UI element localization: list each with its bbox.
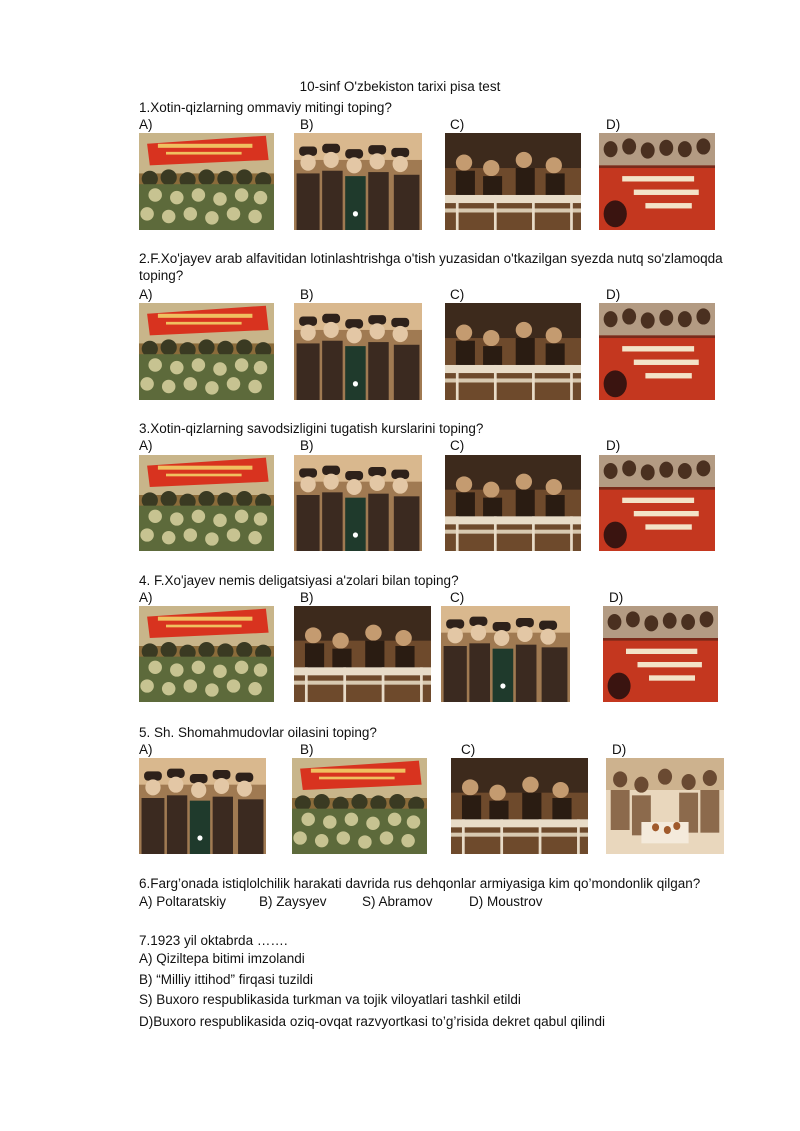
- question-text: 3.Xotin-qizlarning savodsizligini tugatish kurslarini toping?: [139, 421, 484, 436]
- option-label: B): [300, 287, 314, 302]
- congress-banner-photo[interactable]: [599, 303, 715, 400]
- question-text: 2.F.Xo'jayev arab alfavitidan lotinlashtrishga o'tish yuzasidan o'tkazilgan syezda nutq so'zlamoqda toping?: [139, 251, 723, 283]
- men-in-caps-crowd-photo[interactable]: [294, 303, 422, 400]
- option-label: A): [139, 742, 153, 757]
- option-label: C): [450, 117, 465, 132]
- congress-banner-photo[interactable]: [599, 455, 715, 551]
- men-in-caps-crowd-photo[interactable]: [294, 133, 422, 230]
- option-label: C): [450, 590, 465, 605]
- option-label: B): [300, 742, 314, 757]
- option-label: D): [606, 438, 621, 453]
- option-label: A): [139, 590, 153, 605]
- answer-option[interactable]: D) Moustrov: [469, 894, 543, 909]
- womens-rally-banner-photo[interactable]: [139, 303, 274, 400]
- answer-option[interactable]: D)Buxoro respublikasida oziq-ovqat razvyortkasi to’g’risida dekret qabul qilindi: [139, 1014, 605, 1029]
- question-text: 7.1923 yil oktabrda …….: [139, 933, 288, 948]
- option-label: D): [606, 117, 621, 132]
- question-text: 1.Xotin-qizlarning ommaviy mitingi toping?: [139, 100, 392, 115]
- men-in-caps-crowd-photo[interactable]: [139, 758, 266, 854]
- option-label: C): [450, 287, 465, 302]
- option-label: C): [450, 438, 465, 453]
- literacy-class-photo[interactable]: [445, 303, 581, 400]
- men-in-caps-crowd-photo[interactable]: [441, 606, 570, 702]
- option-label: D): [609, 590, 624, 605]
- men-in-caps-crowd-photo[interactable]: [294, 455, 422, 551]
- option-label: A): [139, 438, 153, 453]
- question-text: 5. Sh. Shomahmudovlar oilasini toping?: [139, 725, 377, 740]
- page-title: 10-sinf O'zbekiston tarixi pisa test: [299, 79, 501, 94]
- option-label: D): [606, 287, 621, 302]
- answer-option[interactable]: A) Qiziltepa bitimi imzolandi: [139, 951, 305, 966]
- answer-option[interactable]: S) Buxoro respublikasida turkman va tojik viloyatlari tashkil etildi: [139, 992, 521, 1007]
- congress-banner-photo[interactable]: [599, 133, 715, 230]
- answer-option[interactable]: B) “Milliy ittihod” firqasi tuzildi: [139, 972, 314, 987]
- option-label: A): [139, 117, 153, 132]
- answer-option[interactable]: S) Abramov: [362, 894, 433, 909]
- question-text: 4. F.Xo'jayev nemis deligatsiyasi a'zolari bilan toping?: [139, 573, 459, 588]
- womens-rally-banner-photo[interactable]: [139, 133, 274, 230]
- question-text: 6.Farg’onada istiqlolchilik harakati davrida rus dehqonlar armiyasiga kim qo’mondonlik qilgan?: [139, 876, 701, 891]
- option-label: B): [300, 438, 314, 453]
- option-label: B): [300, 590, 314, 605]
- answer-option[interactable]: B) Zaysyev: [259, 894, 327, 909]
- womens-rally-banner-photo[interactable]: [139, 606, 274, 702]
- option-label: B): [300, 117, 314, 132]
- womens-rally-banner-photo[interactable]: [292, 758, 427, 854]
- womens-rally-banner-photo[interactable]: [139, 455, 274, 551]
- literacy-class-photo[interactable]: [445, 133, 581, 230]
- answer-option[interactable]: A) Poltaratskiy: [139, 894, 227, 909]
- option-label: A): [139, 287, 153, 302]
- literacy-class-photo[interactable]: [294, 606, 431, 702]
- family-portrait-photo[interactable]: [606, 758, 724, 854]
- option-label: C): [461, 742, 476, 757]
- option-label: D): [612, 742, 627, 757]
- literacy-class-photo[interactable]: [445, 455, 581, 551]
- congress-banner-photo[interactable]: [603, 606, 718, 702]
- literacy-class-photo[interactable]: [451, 758, 588, 854]
